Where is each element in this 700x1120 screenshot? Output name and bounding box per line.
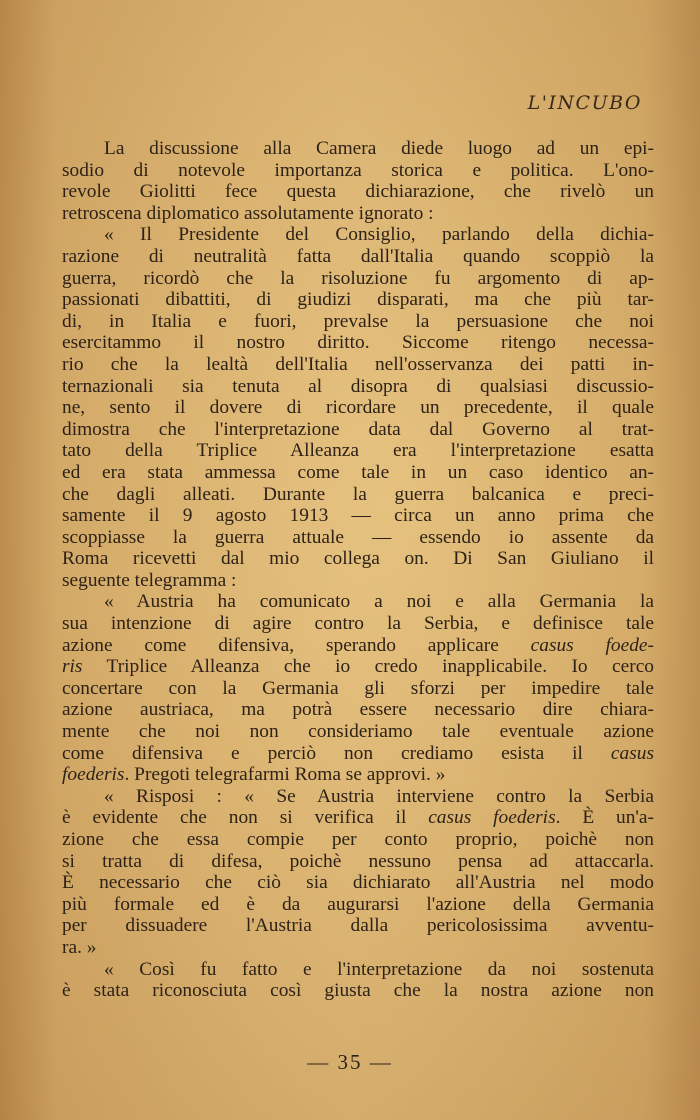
text-line: seguente telegramma : [62,569,237,591]
text-line: « Il Presidente del Consiglio, parlando della dichia- [104,224,654,246]
running-head: L'INCUBO [527,92,642,114]
text-line: zione che essa compie per conto proprio, poichè non [62,829,654,850]
text-line: passionati dibattiti, di giudizi disparati, ma che più tar- [62,289,654,311]
text-line: tato della Triplice Alleanza era l'interpretazione esatta [62,440,654,462]
text-line: revole Giolitti fece questa dichiarazione, che rivelò un [62,181,654,203]
text-line: concertare con la Germania gli sforzi per impedire tale [62,677,654,699]
text-line: mente che noi non consideriamo tale eventuale azione [62,721,654,743]
text-line: « Così fu fatto e l'interpretazione da noi sostenuta [104,958,654,980]
text-line: che dagli alleati. Durante la guerra balcanica e preci- [62,483,654,505]
text-line: La discussione alla Camera diede luogo ad un epi- [104,138,654,159]
text-line: è evidente che non si verifica il casus foederis. È un'a- [62,807,654,829]
text-line: ne, sento il dovere di ricordare un precedente, il quale [62,397,654,419]
text-line: guerra, ricordò che la risoluzione fu argomento di ap- [62,267,654,289]
text-line: si tratta di difesa, poichè nessuno pensa ad attaccarla. [62,850,654,872]
text-line: « Risposi : « Se Austria interviene contro la Serbia [104,785,654,807]
text-line: scoppiasse la guerra attuale — essendo io assente da [62,526,654,548]
text-line: retroscena diplomatico assolutamente ignorato : [62,202,434,224]
page-number: — 35 — [307,1050,393,1074]
text-line: Roma ricevetti dal mio collega on. Di San Giuliano il [62,548,654,570]
text-line: è stata riconosciuta così giusta che la nostra azione non [62,980,654,1002]
text-line: razione di neutralità fatta dall'Italia quando scoppiò la [62,245,654,267]
text-line: azione austriaca, ma potrà essere necessario dire chiara- [62,699,654,721]
text-line: più formale ed è da augurarsi l'azione della Germania [62,893,654,915]
text-line: sodio di notevole importanza storica e politica. L'ono- [62,159,654,181]
text-line: « Austria ha comunicato a noi e alla Germania la [104,591,654,613]
text-line: azione come difensiva, sperando applicare casus foede- [62,634,654,656]
text-line: samente il 9 agosto 1913 — circa un anno prima che [62,505,654,527]
text-line: rio che la lealtà dell'Italia nell'osservanza dei patti in- [62,353,654,375]
text-line: ris Triplice Alleanza che io credo inapplicabile. Io cerco [62,656,654,678]
text-line: per dissuadere l'Austria dalla pericolosissima avventu- [62,915,654,937]
text-line: esercitammo il nostro diritto. Siccome ritengo necessa- [62,332,654,354]
text-line: di, in Italia e fuori, prevalse la persuasione che noi [62,310,654,332]
body-text [62,138,654,1002]
text-line: ra. » [62,936,97,958]
text-line: ed era stata ammessa come tale in un caso identico an- [62,461,654,483]
text-line: dimostra che l'interpretazione data dal Governo al trat- [62,418,654,440]
text-line: come difensiva e perciò non crediamo esista il casus [62,742,654,764]
text-line: È necessario che ciò sia dichiarato all'Austria nel modo [62,872,654,894]
text-line: sua intenzione di agire contro la Serbia, e definisce tale [62,613,654,635]
text-line: foederis. Pregoti telegrafarmi Roma se approvi. » [62,764,446,786]
text-line: ternazionali sia tenuta al disopra di qualsiasi discussio- [62,375,654,397]
